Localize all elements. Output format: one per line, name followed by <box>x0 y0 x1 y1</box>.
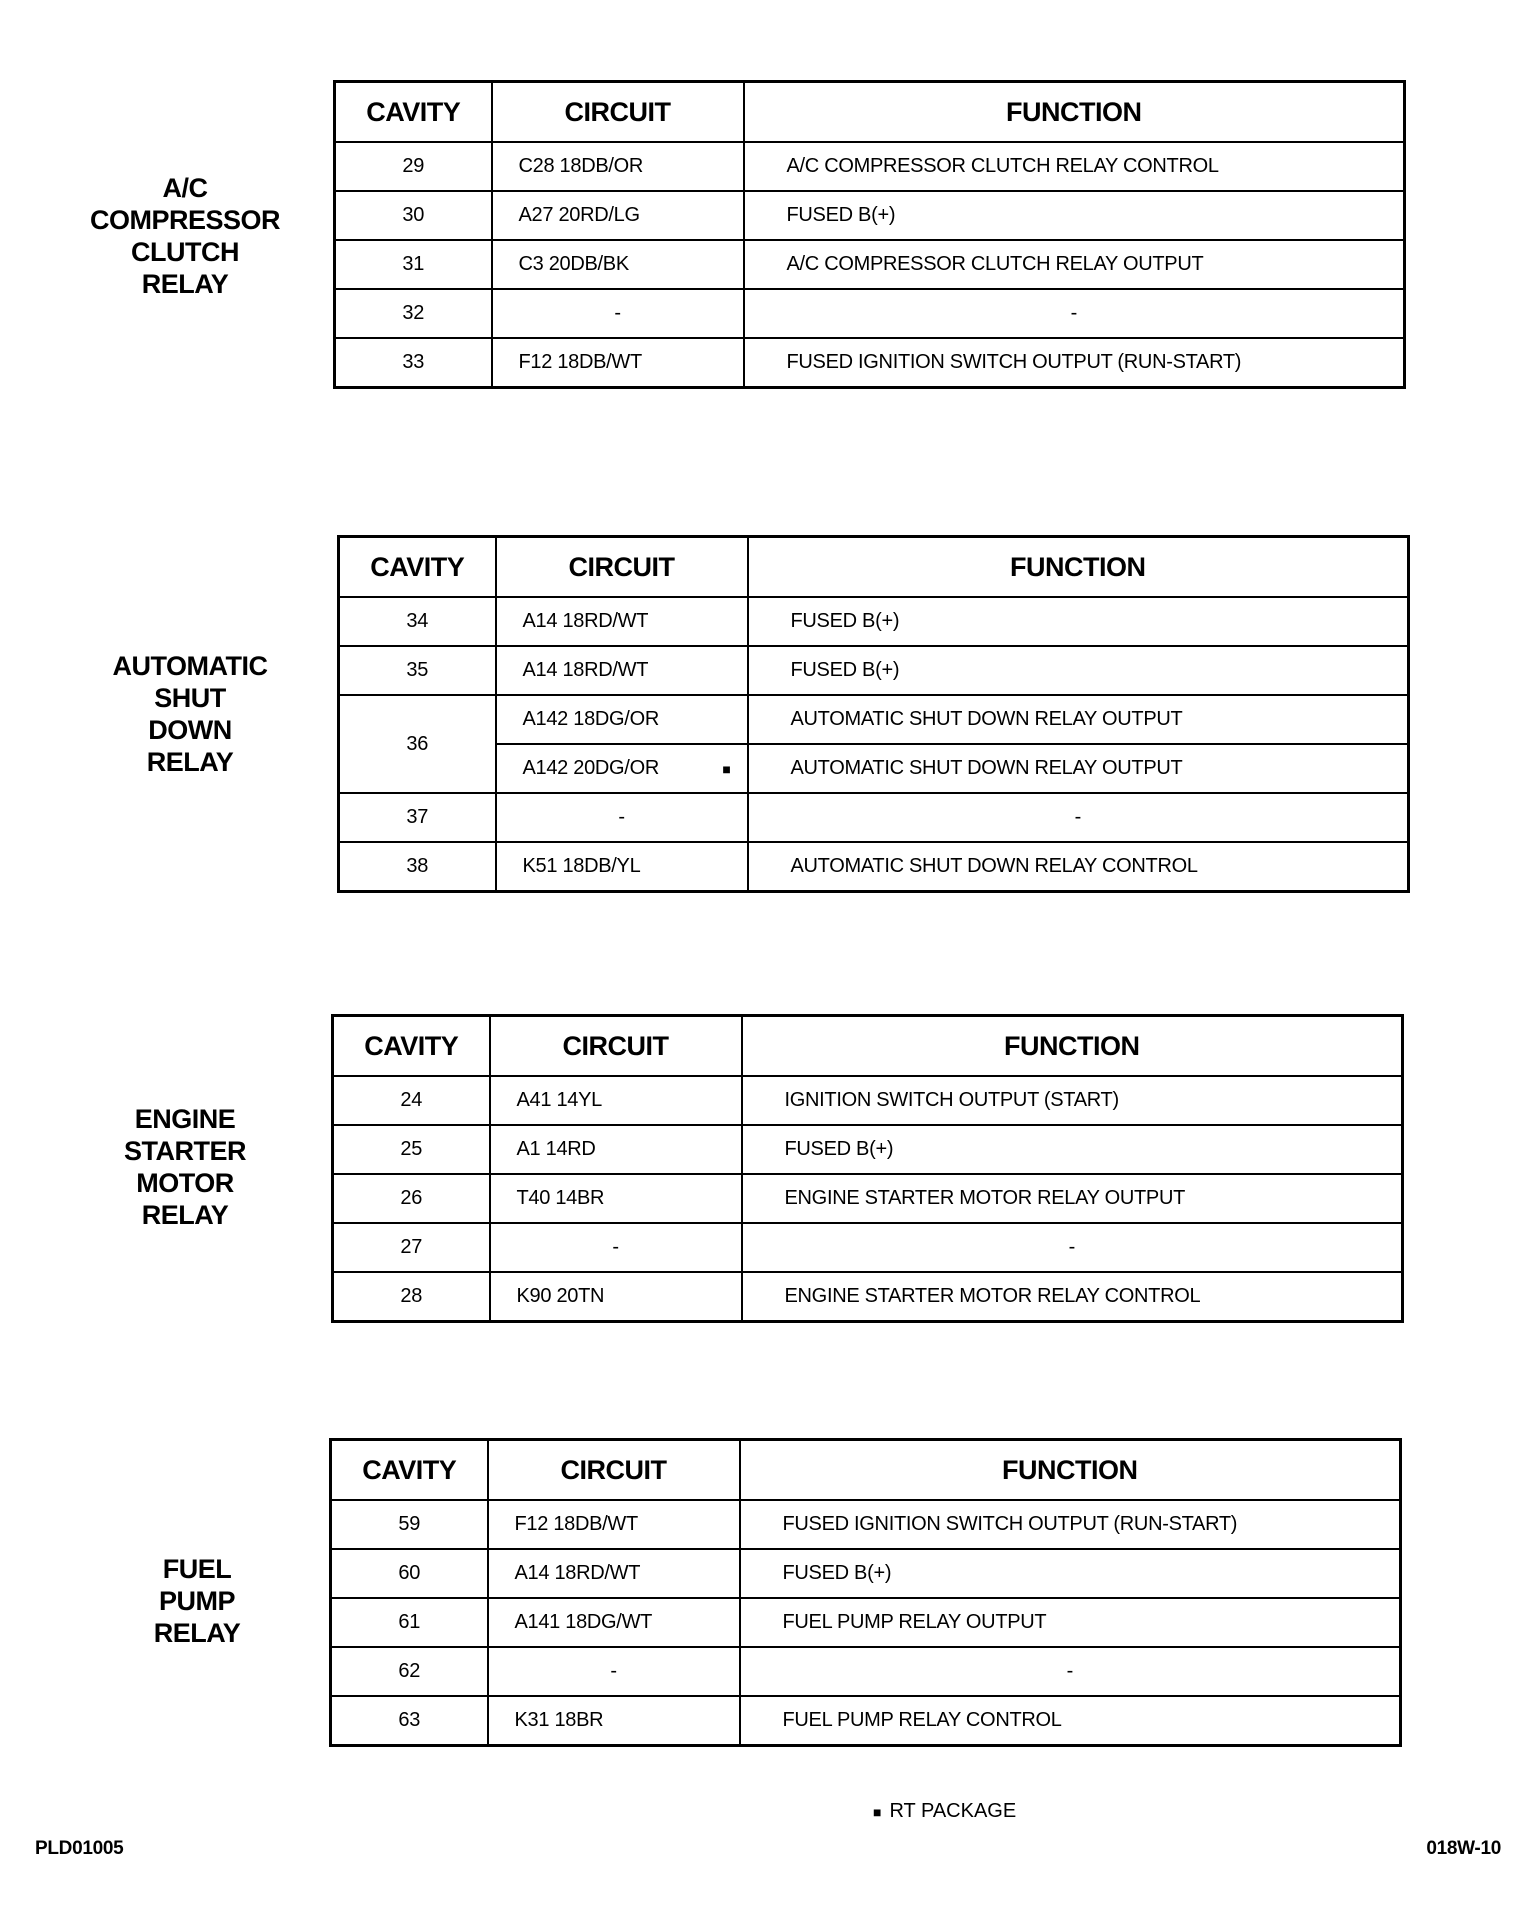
table-row <box>339 597 1409 646</box>
circuit-header: CIRCUIT <box>496 537 748 598</box>
circuit-cell: T40 14BR <box>490 1174 742 1223</box>
relay-label: A/C COMPRESSOR CLUTCH RELAY <box>89 173 281 299</box>
function-cell: FUSED B(+) <box>748 646 1409 695</box>
circuit-cell: K51 18DB/YL <box>496 842 748 892</box>
function-cell: FUSED B(+) <box>744 191 1405 240</box>
function-cell: FUEL PUMP RELAY OUTPUT <box>740 1598 1401 1647</box>
circuit-cell: C28 18DB/OR <box>492 142 744 191</box>
cavity-cell: 32 <box>335 289 492 338</box>
table-row <box>335 240 1405 289</box>
figure-code-right: 018W-10 <box>1426 1838 1501 1859</box>
cavity-header: CAVITY <box>333 1016 490 1077</box>
cavity-cell: 60 <box>331 1549 488 1598</box>
cavity-cell: 33 <box>335 338 492 388</box>
circuit-cell: - <box>490 1223 742 1272</box>
table-row <box>333 1272 1403 1322</box>
table-row <box>335 191 1405 240</box>
circuit-cell: F12 18DB/WT <box>488 1500 740 1549</box>
function-cell: FUSED IGNITION SWITCH OUTPUT (RUN-START) <box>744 338 1405 388</box>
table-row <box>339 842 1409 892</box>
circuit-cell <box>496 744 748 793</box>
cavity-cell: 38 <box>339 842 496 892</box>
circuit-cell: K31 18BR <box>488 1696 740 1746</box>
circuit-cell: K90 20TN <box>490 1272 742 1322</box>
function-cell: - <box>742 1223 1403 1272</box>
function-cell: FUEL PUMP RELAY CONTROL <box>740 1696 1401 1746</box>
circuit-text: A142 20DG/OR <box>522 757 659 779</box>
cavity-cell: 61 <box>331 1598 488 1647</box>
function-cell: FUSED B(+) <box>740 1549 1401 1598</box>
circuit-cell: A27 20RD/LG <box>492 191 744 240</box>
relay-label: FUEL PUMP RELAY <box>153 1554 241 1648</box>
circuit-cell: - <box>488 1647 740 1696</box>
cavity-cell: 62 <box>331 1647 488 1696</box>
circuit-cell: A41 14YL <box>490 1076 742 1125</box>
cavity-header: CAVITY <box>335 82 492 143</box>
circuit-cell: A14 18RD/WT <box>496 646 748 695</box>
function-cell: - <box>748 793 1409 842</box>
cavity-cell: 26 <box>333 1174 490 1223</box>
cavity-cell: 25 <box>333 1125 490 1174</box>
table-row <box>331 1549 1401 1598</box>
cavity-cell: 59 <box>331 1500 488 1549</box>
cavity-cell: 29 <box>335 142 492 191</box>
function-cell: A/C COMPRESSOR CLUTCH RELAY OUTPUT <box>744 240 1405 289</box>
table-row <box>333 1223 1403 1272</box>
cavity-cell: 27 <box>333 1223 490 1272</box>
table-row <box>331 1598 1401 1647</box>
table-row <box>333 1174 1403 1223</box>
table-header-row <box>335 82 1405 143</box>
function-cell: ENGINE STARTER MOTOR RELAY OUTPUT <box>742 1174 1403 1223</box>
cavity-cell: 35 <box>339 646 496 695</box>
function-cell: ENGINE STARTER MOTOR RELAY CONTROL <box>742 1272 1403 1322</box>
function-cell: FUSED B(+) <box>742 1125 1403 1174</box>
cavity-cell: 24 <box>333 1076 490 1125</box>
table-row <box>333 1076 1403 1125</box>
figure-code-left: PLD01005 <box>35 1838 124 1859</box>
cavity-cell: 31 <box>335 240 492 289</box>
legend-text: RT PACKAGE <box>889 1800 1017 1822</box>
circuit-cell: A141 18DG/WT <box>488 1598 740 1647</box>
table-row <box>331 1696 1401 1746</box>
table-row <box>335 142 1405 191</box>
circuit-header: CIRCUIT <box>488 1440 740 1501</box>
function-cell: AUTOMATIC SHUT DOWN RELAY OUTPUT <box>748 695 1409 744</box>
connector-pinout-table <box>337 535 1410 893</box>
cavity-cell: 63 <box>331 1696 488 1746</box>
circuit-cell: - <box>496 793 748 842</box>
circuit-cell: A1 14RD <box>490 1125 742 1174</box>
function-cell: FUSED IGNITION SWITCH OUTPUT (RUN-START) <box>740 1500 1401 1549</box>
cavity-header: CAVITY <box>339 537 496 598</box>
circuit-cell: C3 20DB/BK <box>492 240 744 289</box>
cavity-cell: 36 <box>339 695 496 793</box>
connector-pinout-table <box>331 1014 1404 1323</box>
table-row <box>331 1500 1401 1549</box>
circuit-header: CIRCUIT <box>492 82 744 143</box>
function-cell: FUSED B(+) <box>748 597 1409 646</box>
function-cell: - <box>740 1647 1401 1696</box>
table-row <box>339 646 1409 695</box>
table-row <box>333 1125 1403 1174</box>
circuit-header: CIRCUIT <box>490 1016 742 1077</box>
table-row <box>335 289 1405 338</box>
function-header: FUNCTION <box>744 82 1405 143</box>
circuit-cell: F12 18DB/WT <box>492 338 744 388</box>
table-row <box>331 1647 1401 1696</box>
function-header: FUNCTION <box>742 1016 1403 1077</box>
relay-label: AUTOMATIC SHUT DOWN RELAY <box>112 651 268 777</box>
table-row <box>339 793 1409 842</box>
circuit-cell: - <box>492 289 744 338</box>
cavity-cell: 34 <box>339 597 496 646</box>
rt-package-marker-icon: ■ <box>722 760 731 777</box>
relay-label: ENGINE STARTER MOTOR RELAY <box>124 1104 246 1230</box>
legend <box>873 1800 1016 1823</box>
cavity-cell: 37 <box>339 793 496 842</box>
table-header-row <box>339 537 1409 598</box>
circuit-cell: A14 18RD/WT <box>488 1549 740 1598</box>
function-header: FUNCTION <box>748 537 1409 598</box>
cavity-header: CAVITY <box>331 1440 488 1501</box>
circuit-cell: A142 18DG/OR <box>496 695 748 744</box>
function-header: FUNCTION <box>740 1440 1401 1501</box>
table-row <box>335 338 1405 388</box>
table-header-row <box>333 1016 1403 1077</box>
function-cell: A/C COMPRESSOR CLUTCH RELAY CONTROL <box>744 142 1405 191</box>
function-cell: IGNITION SWITCH OUTPUT (START) <box>742 1076 1403 1125</box>
connector-pinout-table <box>329 1438 1402 1747</box>
function-cell: - <box>744 289 1405 338</box>
rt-package-legend-icon: ■ <box>873 1804 882 1820</box>
table-row <box>339 744 1409 793</box>
function-cell: AUTOMATIC SHUT DOWN RELAY OUTPUT <box>748 744 1409 793</box>
table-row <box>339 695 1409 744</box>
connector-pinout-table <box>333 80 1406 389</box>
cavity-cell: 30 <box>335 191 492 240</box>
function-cell: AUTOMATIC SHUT DOWN RELAY CONTROL <box>748 842 1409 892</box>
table-header-row <box>331 1440 1401 1501</box>
cavity-cell: 28 <box>333 1272 490 1322</box>
circuit-cell: A14 18RD/WT <box>496 597 748 646</box>
